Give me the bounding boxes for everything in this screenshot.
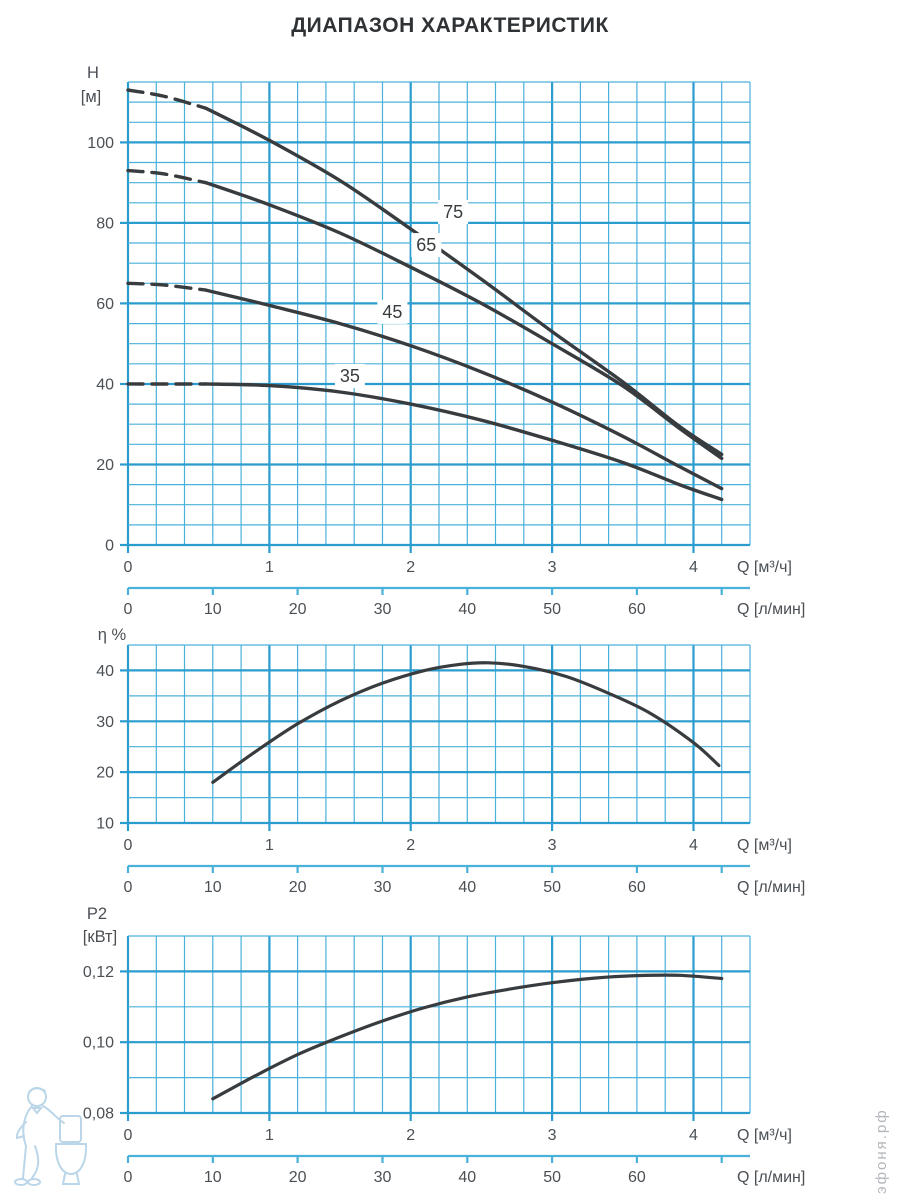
- svg-text:10: 10: [96, 815, 114, 833]
- svg-text:0,10: 0,10: [82, 1034, 114, 1052]
- svg-text:0,12: 0,12: [82, 963, 114, 981]
- svg-text:Q [л/мин]: Q [л/мин]: [737, 879, 806, 896]
- svg-text:10: 10: [203, 601, 222, 618]
- svg-text:4: 4: [689, 1127, 698, 1144]
- mascot-legs: [23, 1146, 38, 1178]
- svg-text:60: 60: [628, 879, 646, 896]
- svg-text:1: 1: [264, 837, 274, 854]
- power-chart: [0, 900, 900, 1200]
- mascot-toilet-base: [63, 1174, 79, 1184]
- svg-text:2: 2: [406, 559, 416, 576]
- mascot-toilet-bowl: [56, 1144, 86, 1174]
- svg-text:1: 1: [264, 1127, 274, 1144]
- svg-text:1: 1: [264, 559, 274, 576]
- svg-text:20: 20: [288, 879, 307, 896]
- svg-text:20: 20: [288, 601, 307, 618]
- svg-text:4: 4: [689, 837, 698, 854]
- svg-text:Q [л/мин]: Q [л/мин]: [737, 601, 806, 618]
- svg-text:Q [м³/ч]: Q [м³/ч]: [737, 559, 792, 576]
- mascot-arm-left: [17, 1122, 26, 1138]
- svg-text:20: 20: [96, 764, 114, 782]
- svg-text:20: 20: [96, 457, 114, 474]
- mascot-bowtie: [33, 1108, 41, 1113]
- svg-text:60: 60: [628, 1169, 646, 1186]
- svg-text:45: 45: [382, 301, 403, 322]
- svg-text:0: 0: [123, 1127, 133, 1144]
- svg-text:3: 3: [547, 837, 557, 854]
- svg-text:30: 30: [96, 713, 114, 731]
- svg-text:35: 35: [339, 365, 360, 386]
- svg-text:0: 0: [123, 601, 133, 618]
- mascot-plumber-logo: [2, 1072, 88, 1198]
- head-capacity-chart: [0, 55, 900, 630]
- svg-text:50: 50: [543, 601, 561, 618]
- svg-text:P2: P2: [86, 905, 108, 923]
- svg-text:Q [л/мин]: Q [л/мин]: [737, 1169, 806, 1186]
- svg-text:40: 40: [96, 376, 114, 394]
- svg-text:0,08: 0,08: [82, 1105, 114, 1123]
- svg-text:100: 100: [87, 134, 114, 152]
- svg-text:0: 0: [123, 1169, 133, 1186]
- svg-text:Q [м³/ч]: Q [м³/ч]: [737, 1127, 792, 1144]
- svg-text:η %: η %: [97, 626, 127, 644]
- svg-text:3: 3: [547, 559, 557, 576]
- svg-text:0: 0: [105, 537, 114, 555]
- svg-text:Q [м³/ч]: Q [м³/ч]: [737, 837, 792, 854]
- svg-text:80: 80: [96, 215, 114, 233]
- svg-text:30: 30: [373, 879, 392, 896]
- svg-text:H: H: [87, 64, 99, 82]
- svg-text:60: 60: [96, 295, 114, 313]
- svg-text:40: 40: [96, 662, 114, 680]
- svg-text:10: 10: [203, 879, 222, 896]
- page-title: ДИАПАЗОН ХАРАКТЕРИСТИК: [291, 14, 609, 37]
- mascot-hair: [29, 1088, 45, 1092]
- svg-text:10: 10: [203, 1169, 222, 1186]
- svg-text:50: 50: [543, 1169, 561, 1186]
- svg-text:40: 40: [458, 879, 477, 896]
- svg-text:0: 0: [123, 879, 133, 896]
- svg-text:20: 20: [288, 1169, 307, 1186]
- mascot-toilet-tank: [60, 1116, 81, 1142]
- svg-text:40: 40: [458, 601, 477, 618]
- svg-text:65: 65: [416, 235, 437, 256]
- svg-text:2: 2: [406, 1127, 416, 1144]
- svg-text:2: 2: [406, 837, 416, 854]
- svg-text:60: 60: [628, 601, 646, 618]
- svg-text:30: 30: [373, 601, 392, 618]
- svg-text:4: 4: [689, 559, 698, 576]
- svg-text:40: 40: [458, 1169, 477, 1186]
- svg-text:0: 0: [123, 837, 133, 854]
- svg-text:75: 75: [443, 202, 464, 222]
- svg-text:30: 30: [373, 1169, 392, 1186]
- svg-text:3: 3: [547, 1127, 557, 1144]
- efficiency-chart: [0, 615, 900, 910]
- svg-text:50: 50: [543, 879, 561, 896]
- svg-text:0: 0: [123, 559, 133, 576]
- svg-text:[кВт]: [кВт]: [82, 928, 118, 946]
- svg-text:[м]: [м]: [80, 88, 102, 106]
- watermark-text: эфоня.рф: [873, 1108, 890, 1194]
